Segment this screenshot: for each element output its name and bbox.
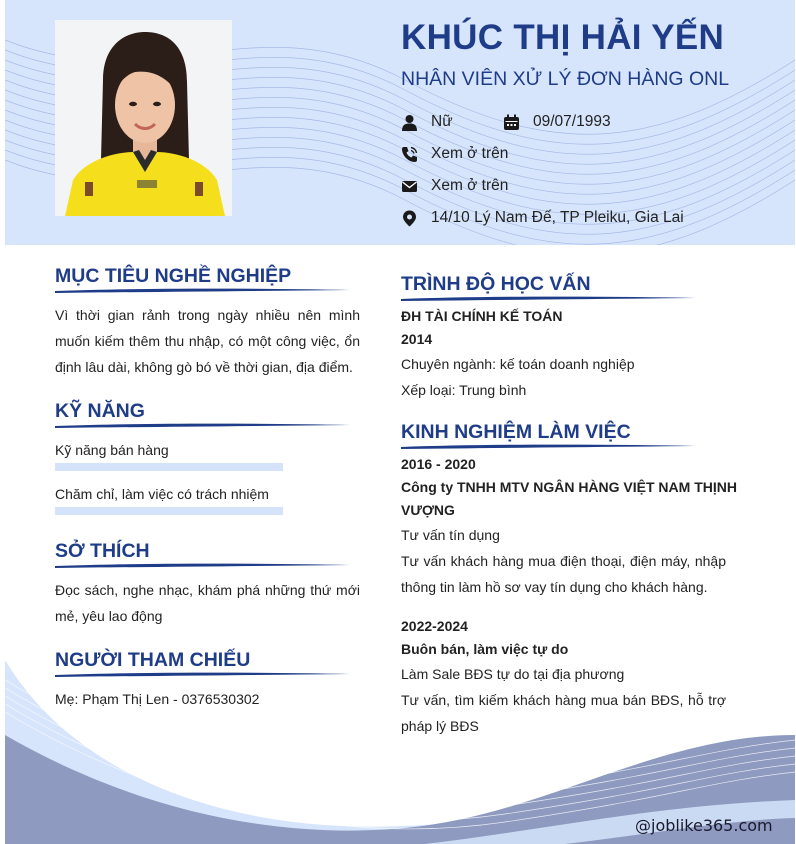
job-period: 2016 - 2020 — [401, 456, 476, 472]
birthday-row — [503, 113, 611, 131]
calendar-icon — [503, 114, 520, 131]
job-company: Buôn bán, làm việc tự do — [401, 641, 569, 657]
job-company-continued: VƯỢNG — [401, 502, 455, 518]
education-school: ĐH TÀI CHÍNH KẾ TOÁN — [401, 308, 563, 324]
job-role: Tư vấn tín dụng — [401, 527, 500, 543]
address-row — [401, 209, 684, 227]
gender-row — [401, 113, 453, 131]
references-heading: NGƯỜI THAM CHIẾU — [55, 649, 251, 671]
email-value: Xem ở trên — [431, 177, 509, 194]
skill-level-bar — [55, 507, 283, 515]
education-heading: TRÌNH ĐỘ HỌC VẤN — [401, 273, 591, 295]
education-grade: Xếp loại: Trung bình — [401, 382, 527, 398]
skill-label: Chăm chỉ, làm việc có trách nhiệm — [55, 486, 269, 502]
phone-value: Xem ở trên — [431, 145, 509, 162]
candidate-name: KHÚC THỊ HẢI YẾN — [401, 18, 725, 57]
phone-icon — [401, 146, 418, 163]
job-role: Làm Sale BĐS tự do tại địa phương — [401, 666, 625, 682]
references-heading-underline — [55, 670, 350, 678]
user-icon — [401, 114, 418, 131]
watermark-link[interactable]: @joblike365.com — [635, 816, 773, 835]
skill-label: Kỹ năng bán hàng — [55, 442, 169, 458]
hobbies-heading-underline — [55, 561, 350, 569]
skills-heading: KỸ NĂNG — [55, 400, 145, 422]
profile-photo — [55, 20, 232, 216]
hobbies-heading: SỞ THÍCH — [55, 540, 150, 562]
job-description: Tư vấn, tìm kiếm khách hàng mua bán BĐS, hỗ trợ pháp lý BĐS — [401, 692, 726, 734]
education-major: Chuyên ngành: kế toán doanh nghiệp — [401, 356, 635, 372]
map-marker-icon — [401, 210, 418, 227]
job-period: 2022-2024 — [401, 618, 468, 634]
experience-heading-underline — [401, 442, 696, 450]
envelope-icon — [401, 178, 418, 195]
birthday-value: 09/07/1993 — [533, 113, 611, 130]
address-value: 14/10 Lý Nam Đế, TP Pleiku, Gia Lai — [431, 209, 684, 226]
cv-page — [5, 0, 795, 844]
gender-value: Nữ — [431, 113, 453, 130]
phone-row — [401, 145, 508, 163]
objective-heading-underline — [55, 286, 350, 294]
objective-heading: MỤC TIÊU NGHỀ NGHIỆP — [55, 265, 292, 287]
portrait-illustration — [55, 20, 232, 216]
email-row — [401, 177, 508, 195]
hobbies-text: Đọc sách, nghe nhạc, khám phá những thứ mới mẻ, yêu lao động — [55, 582, 360, 624]
experience-heading: KINH NGHIỆM LÀM VIỆC — [401, 421, 631, 443]
skills-heading-underline — [55, 421, 350, 429]
job-title: NHÂN VIÊN XỬ LÝ ĐƠN HÀNG ONL — [401, 68, 730, 90]
education-heading-underline — [401, 294, 696, 302]
job-company: Công ty TNHH MTV NGÂN HÀNG VIỆT NAM THỊNH — [401, 479, 737, 495]
references-text: Mẹ: Phạm Thị Len - 0376530302 — [55, 691, 260, 707]
job-description: Tư vấn khách hàng mua điện thoại, điện máy, nhập thông tin làm hồ sơ vay tín dụng cho khách hàng. — [401, 553, 726, 595]
skill-level-bar — [55, 463, 283, 471]
education-year: 2014 — [401, 331, 433, 347]
objective-text: Vì thời gian rảnh trong ngày nhiều nên mình muốn kiếm thêm thu nhập, có một công việc, ổn định lâu dài, không gò bó về thời gian, địa điểm. — [55, 307, 360, 375]
